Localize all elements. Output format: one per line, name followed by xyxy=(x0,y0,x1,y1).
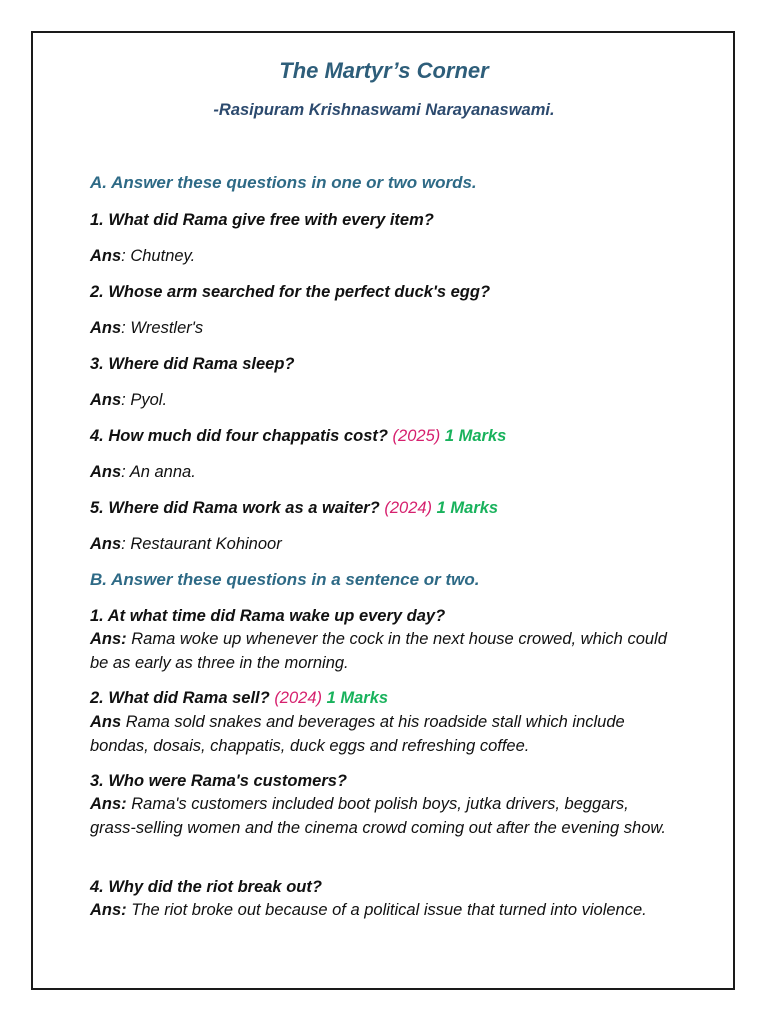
answer-text: : An anna. xyxy=(121,463,196,481)
answer-text: Rama sold snakes and beverages at his roadside stall which include bondas, dosais, chappatis, duck eggs and refreshing coffee. xyxy=(90,713,625,755)
marks-tag: 1 Marks xyxy=(444,427,507,445)
question-text: 2. What did Rama sell? xyxy=(90,689,270,707)
question-a4 xyxy=(90,427,506,446)
question-a2: 2. Whose arm searched for the perfect duck's egg? xyxy=(90,283,491,301)
answer-b3 xyxy=(90,793,670,840)
page-title: The Martyr’s Corner xyxy=(279,58,489,83)
answer-label: Ans xyxy=(90,391,122,409)
year-tag: (2024) xyxy=(274,689,323,707)
marks-tag: 1 Marks xyxy=(326,689,389,707)
answer-label: Ans xyxy=(90,247,122,265)
answer-text: The riot broke out because of a political issue that turned into violence. xyxy=(126,901,647,919)
year-tag: (2025) xyxy=(392,427,441,445)
answer-a5 xyxy=(90,535,282,554)
question-a5 xyxy=(90,499,498,518)
section-b-heading: B. Answer these questions in a sentence or two. xyxy=(90,570,480,589)
answer-text: : Chutney. xyxy=(121,247,196,265)
marks-tag: 1 Marks xyxy=(436,499,499,517)
answer-label: Ans: xyxy=(90,795,127,813)
section-a-heading: A. Answer these questions in one or two words. xyxy=(90,173,477,192)
answer-a2 xyxy=(90,319,203,338)
answer-label: Ans xyxy=(90,319,122,337)
question-text: 4. How much did four chappatis cost? xyxy=(90,427,388,445)
answer-b1 xyxy=(90,628,670,675)
answer-text: : Pyol. xyxy=(121,391,168,409)
answer-text: Rama woke up whenever the cock in the next house crowed, which could be as early as three in the morning. xyxy=(90,630,667,672)
answer-b2 xyxy=(90,711,670,758)
answer-a3 xyxy=(90,391,167,410)
answer-text: : Restaurant Kohinoor xyxy=(121,535,282,553)
question-b3: 3. Who were Rama's customers? xyxy=(90,772,348,790)
answer-a4 xyxy=(90,463,196,482)
answer-label: Ans: xyxy=(90,630,127,648)
answer-text: : Wrestler's xyxy=(121,319,204,337)
answer-label: Ans xyxy=(90,713,122,731)
answer-text: Rama's customers included boot polish boys, jutka drivers, beggars, grass-selling women and the cinema crowd coming out after the evening show. xyxy=(90,795,666,837)
answer-label: Ans xyxy=(90,463,122,481)
question-b4: 4. Why did the riot break out? xyxy=(90,878,322,896)
question-a3: 3. Where did Rama sleep? xyxy=(90,355,295,373)
question-b1: 1. At what time did Rama wake up every day? xyxy=(90,607,446,625)
answer-b4 xyxy=(90,899,670,923)
question-text: 5. Where did Rama work as a waiter? xyxy=(90,499,380,517)
answer-a1 xyxy=(90,247,195,266)
year-tag: (2024) xyxy=(384,499,433,517)
author-line: -Rasipuram Krishnaswami Narayanaswami. xyxy=(213,101,555,119)
answer-label: Ans xyxy=(90,535,122,553)
question-a1: 1. What did Rama give free with every item? xyxy=(90,211,434,229)
answer-label: Ans: xyxy=(90,901,127,919)
question-b2 xyxy=(90,689,388,708)
